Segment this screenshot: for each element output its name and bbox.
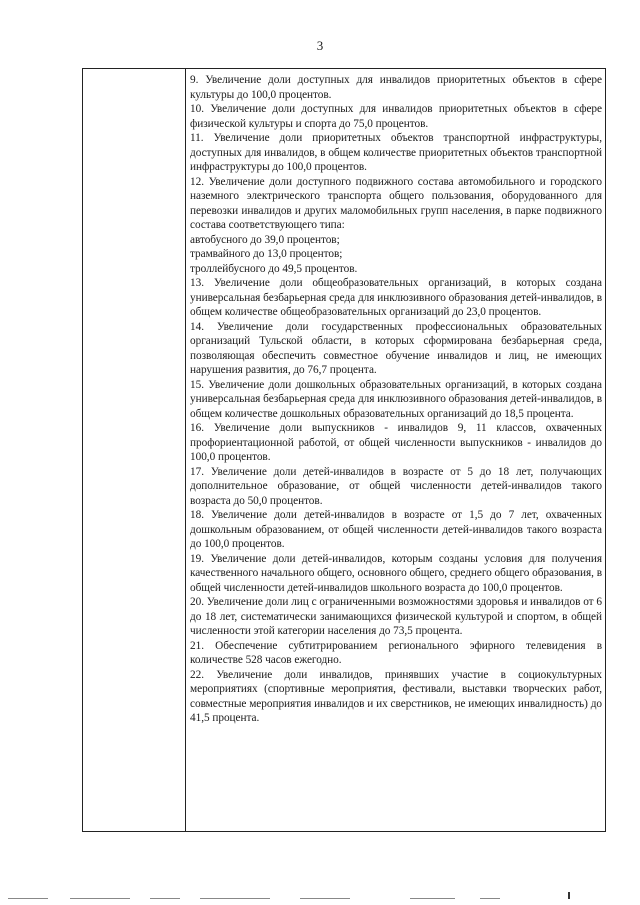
list-item: 16. Увеличение доли выпускников - инвалидов 9, 11 классов, охваченных профориентационной работой, от общей численности выпускников - инвалидов до 100,0 процентов. xyxy=(190,422,602,463)
list-item: 10. Увеличение доли доступных для инвалидов приоритетных объектов в сфере физической культуры и спорта до 75,0 процентов. xyxy=(190,103,602,130)
list-item: троллейбусного до 49,5 процентов. xyxy=(190,262,358,275)
scan-artifacts xyxy=(0,891,640,901)
list-item: 11. Увеличение доли приоритетных объектов транспортной инфраструктуры, доступных для инвалидов, в общем количестве приоритетных объектов транспортной инфраструктуры до 100,0 процентов. xyxy=(190,132,602,173)
list-item: 13. Увеличение доли общеобразовательных организаций, в которых создана универсальная безбарьерная среда для инклюзивного образования детей-инвалидов, в общем количестве общеобразовательных организаций до 23,0 процентов. xyxy=(190,277,602,318)
table-right-column xyxy=(190,73,602,726)
list-item: 15. Увеличение доли дошкольных образовательных организаций, в которых создана универсальная безбарьерная среда для инклюзивного образования детей-инвалидов, в общем количестве дошкольных образовательных организаций до 18,5 процента. xyxy=(190,378,602,420)
table-left-column xyxy=(83,69,186,831)
list-item: 17. Увеличение доли детей-инвалидов в возрасте от 5 до 18 лет, получающих дополнительное образование, от общей численности детей-инвалидов такого возраста до 50,0 процентов. xyxy=(190,465,602,507)
list-item: автобусного до 39,0 процентов; xyxy=(190,233,340,246)
page-number: 3 xyxy=(316,38,324,53)
list-item: 12. Увеличение доли доступного подвижного состава автомобильного и городского наземного электрического транспорта общего пользования, оборудованного для перевозки инвалидов и других маломобильных групп населения, в парке подвижного состава соответствующего типа: xyxy=(190,175,602,231)
list-item: 19. Увеличение доли детей-инвалидов, которым созданы условия для получения качественного начального общего, основного общего, среднего общего образования, в общей численности детей-инвалидов школьного возраста до 100,0 процентов. xyxy=(190,552,602,594)
list-item: 20. Увеличение доли лиц с ограниченными возможностями здоровья и инвалидов от 6 до 18 лет, систематически занимающихся физической культурой и спортом, в общей численности этой категории населения до 73,5 процента. xyxy=(190,596,602,637)
document-table xyxy=(82,68,606,832)
list-item: 21. Обеспечение субтитрированием регионального эфирного телевидения в количестве 528 часов ежегодно. xyxy=(190,639,602,666)
list-item: 9. Увеличение доли доступных для инвалидов приоритетных объектов в сфере культуры до 100,0 процентов. xyxy=(190,74,602,101)
list-item: 22. Увеличение доли инвалидов, принявших участие в социокультурных мероприятиях (спортивные мероприятия, фестивали, выставки творческих работ, совместные мероприятия инвалидов и их сверстников, не имеющих инвалидность) до 41,5 процента. xyxy=(190,668,602,724)
list-item: трамвайного до 13,0 процентов; xyxy=(190,248,343,260)
list-item: 18. Увеличение доли детей-инвалидов в возрасте от 1,5 до 7 лет, охваченных дошкольным образованием, от общей численности детей-инвалидов такого возраста до 100,0 процентов. xyxy=(190,509,602,550)
list-item: 14. Увеличение доли государственных профессиональных образовательных организаций Тульской области, в которых сформирована безбарьерная среда, позволяющая обеспечить совместное обучение инвалидов и лиц, не имеющих нарушения развития, до 76,7 процента. xyxy=(190,320,602,376)
